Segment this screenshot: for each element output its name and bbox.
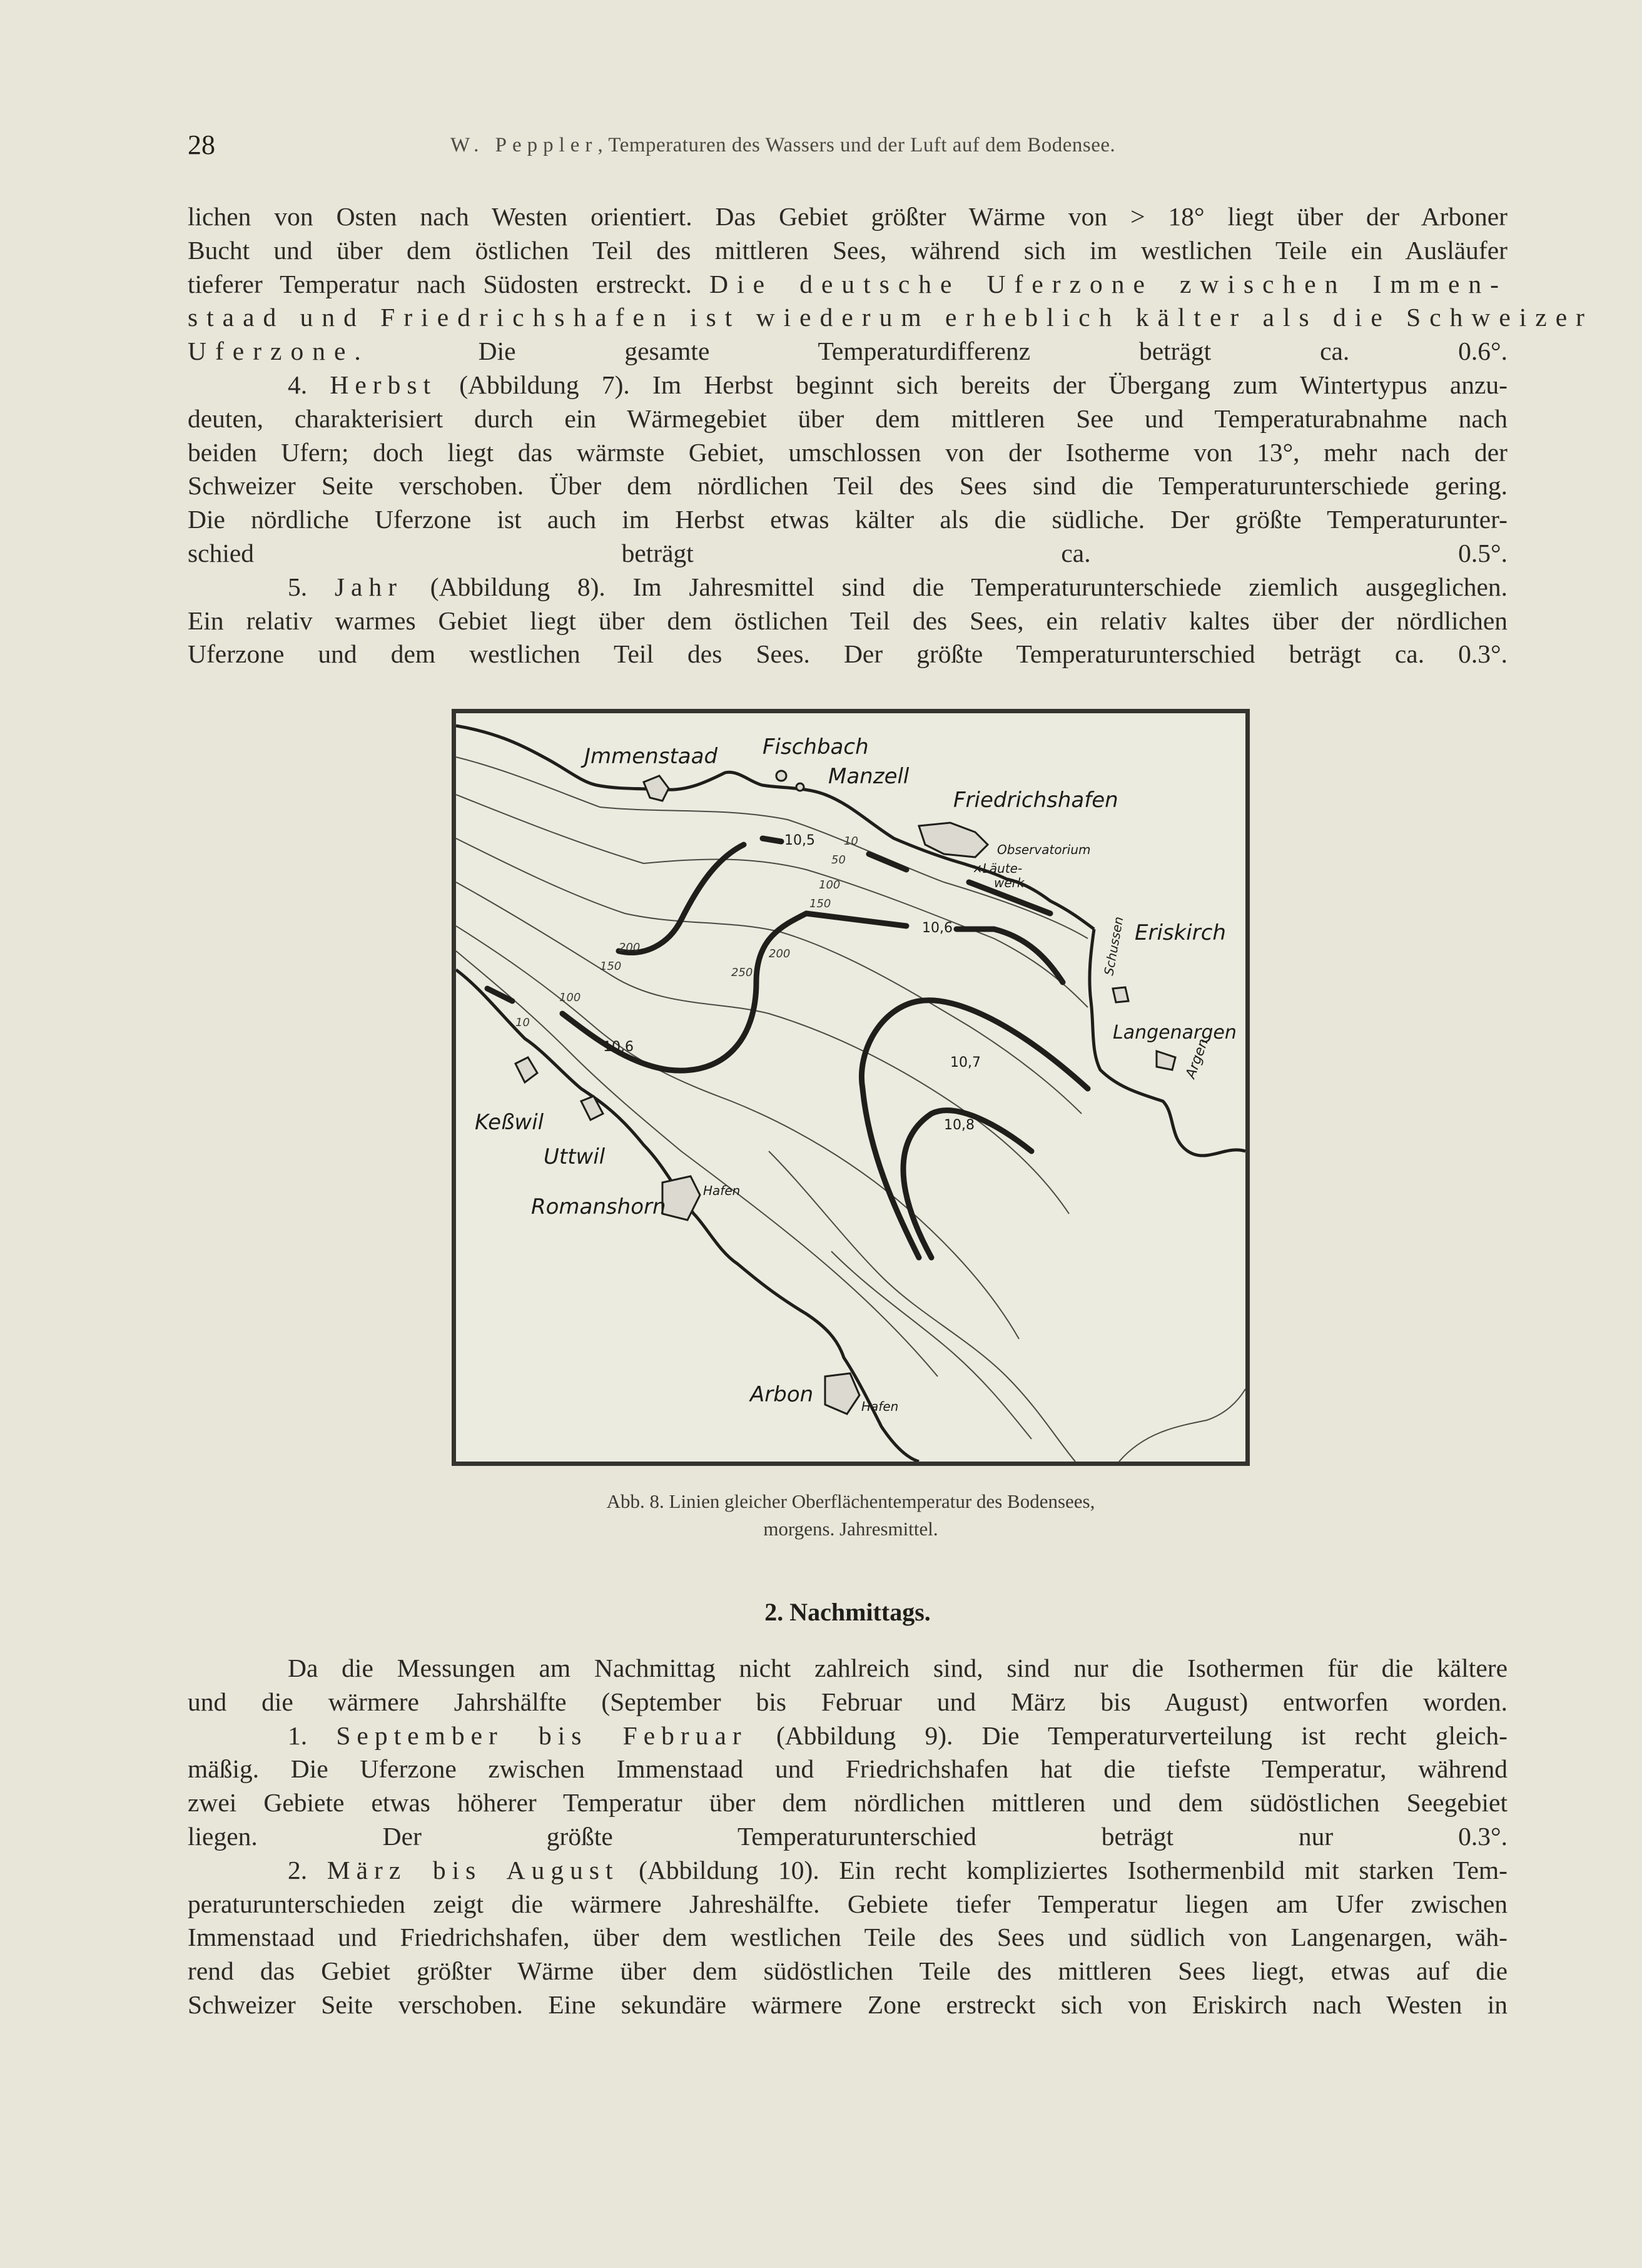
isotherm-label: 10,8: [944, 1117, 975, 1133]
spaced-text-span: Herbst: [330, 370, 437, 399]
text-line: [188, 402, 1508, 436]
text-span: (Abbildung 10). Ein recht kompliziertes Isothermenbild mit starken Tem-: [619, 1855, 1508, 1884]
place-label-kesswil: Keßwil: [475, 1110, 544, 1135]
text-span: rend das Gebiet größter Wärme über dem südöstlichen Teile des mittleren Sees liegt, etwas auf die: [188, 1956, 1508, 1986]
isotherm-10-7: [861, 1000, 1088, 1258]
text-span: 4.: [288, 370, 330, 399]
text-line: [188, 1820, 1508, 1854]
figure-caption: [500, 1488, 1201, 1543]
text-span: mäßig. Die Uferzone zwischen Immenstaad und Friedrichshafen hat die tiefste Temperatur, während: [188, 1754, 1508, 1784]
text-span: lichen von Osten nach Westen orientiert. Das Gebiet größter Wärme von > 18° liegt über der Arboner: [188, 202, 1508, 231]
page-number: 28: [188, 130, 215, 160]
depth-label: 200: [619, 941, 641, 954]
text-span: Uferzone und dem westlichen Teil des Sees. Der größte Temperaturunterschied beträgt ca. 0.3°.: [188, 639, 1508, 669]
text-line: [188, 1888, 1508, 1921]
text-line: [188, 1786, 1508, 1820]
text-line: [188, 369, 1508, 402]
section-heading: 2. Nachmittags.: [764, 1598, 931, 1626]
text-span: Ein relativ warmes Gebiet liegt über dem östlichen Teil des Sees, ein relativ kaltes über der nördlichen: [188, 606, 1508, 635]
depth-label: 150: [600, 960, 622, 973]
text-span: (Abbildung 7). Im Herbst beginnt sich bereits der Übergang zum Wintertypus anzu-: [437, 370, 1508, 399]
depth-label: 100: [559, 991, 581, 1004]
text-line: [188, 436, 1508, 470]
spaced-text-span: September bis Februar: [336, 1721, 748, 1750]
manzell-marker: [796, 783, 804, 791]
text-span: Die nördliche Uferzone ist auch im Herbst etwas kälter als die südliche. Der größte Temperaturunter-: [188, 505, 1508, 534]
caption-line-2: morgens. Jahresmittel.: [763, 1518, 938, 1540]
spaced-text-span: Uferzone.: [188, 337, 370, 366]
place-label-friedrichshafen: Friedrichshafen: [953, 788, 1118, 813]
depth-contour: [769, 1151, 1075, 1462]
text-line: [188, 335, 1508, 369]
running-title: [450, 134, 1115, 157]
place-label-langenargen: Langenargen: [1113, 1022, 1237, 1044]
header-title: , Temperaturen des Wassers und der Luft auf dem Bodensee.: [597, 134, 1116, 156]
depth-contour: [456, 757, 1088, 938]
place-label-laeutewerk: ×Läute-: [972, 861, 1023, 876]
text-line: [188, 571, 1508, 604]
depth-label: 10: [844, 835, 858, 848]
depth-label: 150: [809, 897, 831, 910]
text-span: Da die Messungen am Nachmittag nicht zahlreich sind, sind nur die Isothermen für die kältere: [288, 1654, 1508, 1682]
text-span: Schweizer Seite verschoben. Eine sekundäre wärmere Zone erstreckt sich von Eriskirch nach Westen in: [188, 1990, 1508, 2019]
spaced-text-span: Die deutsche Uferzone zwischen Immen-: [709, 269, 1508, 298]
depth-label: 100: [819, 878, 841, 892]
place-label-argen: Argen: [1183, 1036, 1212, 1081]
place-label-romanshorn: Romanshorn: [531, 1194, 666, 1219]
text-span: und die wärmere Jahrshälfte (September bis Februar und März bis August) entworfen worden.: [188, 1687, 1508, 1716]
kesswil-town: [515, 1057, 537, 1082]
text-span: liegen. Der größte Temperaturunterschied beträgt nur 0.3°.: [188, 1821, 1508, 1851]
isotherm-10-6-north: [562, 913, 806, 1070]
eriskirch-town: [1113, 987, 1128, 1002]
paragraph-block-bottom: [188, 1652, 1508, 2022]
text-line: [188, 1686, 1508, 1719]
text-line: [188, 1955, 1508, 1988]
text-line: [188, 1988, 1508, 2022]
depth-label: 250: [731, 966, 753, 979]
depth-label: 50: [831, 853, 846, 867]
text-span: Immenstaad und Friedrichshafen, über dem westlichen Teile des Sees und südlich von Langenargen, wäh-: [188, 1923, 1508, 1952]
isotherm-10-6-east: [956, 929, 1063, 982]
place-label-immenstaad: Jmmenstaad: [584, 744, 718, 769]
text-line: [188, 469, 1508, 503]
place-label-eriskirch: Eriskirch: [1135, 920, 1226, 945]
depth-label: 200: [769, 947, 791, 960]
isotherm-10-5-east: [763, 838, 781, 842]
isotherm-label: 10,5: [784, 833, 815, 848]
depth-contour: [456, 838, 1082, 1114]
depth-contour: [456, 795, 1088, 1007]
text-span: schied beträgt ca. 0.5°.: [188, 538, 1508, 567]
text-line: [188, 537, 1508, 571]
text-line: [188, 1752, 1508, 1786]
author-name: W. Peppler: [450, 134, 598, 156]
depth-contour: [456, 951, 938, 1376]
caption-line-1: Abb. 8. Linien gleicher Oberflächentemperatur des Bodensees,: [606, 1490, 1095, 1512]
place-label-hafen-arbon: Hafen: [861, 1399, 899, 1414]
text-line: [188, 301, 1593, 335]
text-span: tieferer Temperatur nach Südosten erstreckt.: [188, 269, 710, 298]
text-line: [188, 1719, 1508, 1753]
text-line: [188, 503, 1508, 537]
text-span: deuten, charakterisiert durch ein Wärmegebiet über dem mittleren See und Temperaturabnahme nach: [188, 404, 1508, 433]
text-span: (Abbildung 9). Die Temperaturverteilung ist recht gleich-: [747, 1721, 1508, 1750]
text-span: peraturunterschieden zeigt die wärmere Jahreshälfte. Gebiete tiefer Temperatur liegen am Ufer zwischen: [188, 1889, 1508, 1918]
text-line: [188, 1652, 1508, 1686]
arbon-town: [825, 1373, 859, 1414]
depth-contours: [456, 757, 1245, 1462]
isotherm-label: 10,6: [922, 920, 953, 936]
paragraph-block-top: [188, 200, 1593, 671]
spaced-text-span: März bis August: [327, 1855, 619, 1884]
isotherm-10-5-line: [869, 854, 906, 870]
text-line: [188, 638, 1508, 671]
depth-contour: [1119, 1389, 1245, 1462]
place-label-hafen-romanshorn: Hafen: [703, 1183, 741, 1198]
text-line: [188, 268, 1508, 302]
place-label-schussen: Schussen: [1101, 915, 1127, 977]
text-span: (Abbildung 8). Im Jahresmittel sind die Temperaturunterschiede ziemlich ausgeglichen.: [403, 572, 1508, 601]
immenstaad-town: [644, 776, 669, 801]
isotherm-label: 10,7: [950, 1055, 981, 1070]
spaced-text-span: staad und Friedrichshafen ist wiederum erheblich kälter als die Schweizer: [188, 303, 1593, 332]
place-label-fischbach: Fischbach: [763, 735, 869, 760]
text-line: [188, 604, 1508, 638]
text-span: Bucht und über dem östlichen Teil des mittleren Sees, während sich im westlichen Teile ein Ausläufer: [188, 235, 1508, 265]
text-span: 1.: [288, 1721, 337, 1750]
spaced-text-span: Jahr: [334, 572, 403, 601]
running-header: [188, 129, 1508, 166]
depth-label: 10: [515, 1016, 530, 1029]
place-label-observatorium: Observatorium: [997, 842, 1091, 857]
place-label-uttwil: Uttwil: [544, 1144, 606, 1169]
lake-map: [456, 713, 1245, 1462]
place-label-laeutewerk-2: werk: [994, 875, 1025, 890]
langenargen-town: [1157, 1051, 1175, 1070]
text-line: [188, 1921, 1508, 1955]
fischbach-marker: [776, 771, 786, 781]
isotherm-10-6-bar: [806, 913, 906, 926]
text-line: [188, 1854, 1508, 1888]
town-shapes: [515, 771, 1175, 1414]
text-line: [188, 200, 1508, 234]
place-label-manzell: Manzell: [828, 764, 910, 789]
text-span: beiden Ufern; doch liegt das wärmste Gebiet, umschlossen von der Isotherme von 13°, mehr nach der: [188, 437, 1508, 467]
text-span: 2.: [288, 1855, 327, 1884]
isotherm-map-figure: [452, 709, 1250, 1466]
text-span: zwei Gebiete etwas höherer Temperatur über dem nördlichen mittleren und dem südöstlichen Seegebiet: [188, 1788, 1508, 1818]
text-span: 5.: [288, 572, 335, 601]
text-span: Die gesamte Temperaturdifferenz beträgt ca. 0.6°.: [369, 337, 1508, 366]
text-line: [188, 234, 1508, 268]
isotherm-label: 10,6: [603, 1039, 634, 1055]
place-label-arbon: Arbon: [750, 1382, 814, 1407]
text-span: Schweizer Seite verschoben. Über dem nördlichen Teil des Sees sind die Temperaturunterschiede gering.: [188, 471, 1508, 501]
